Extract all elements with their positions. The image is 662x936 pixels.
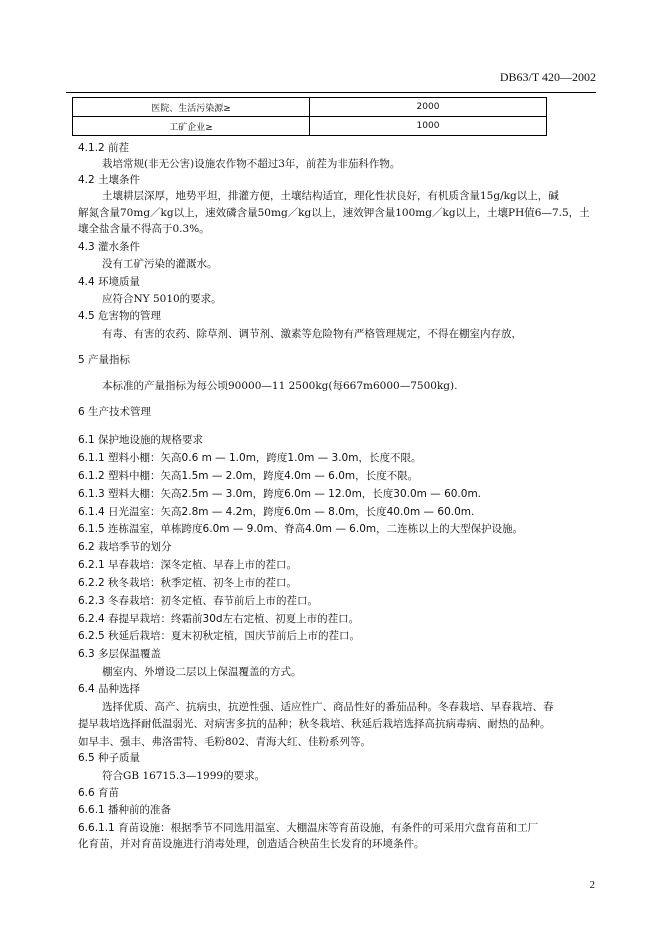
section-heading: 5 产量指标: [78, 354, 131, 366]
paragraph-line: 提早栽培选择耐低温弱光、对病害多抗的品种；秋冬栽培、秋延后栽培选择高抗病毒病、耐热的品种。: [78, 718, 551, 730]
paragraph-line: 土壤耕层深厚，地势平坦，排灌方便，土壤结构适宜，理化性状良好，有机质含量15g/kg以上，碱: [102, 190, 559, 202]
section-heading: 4.1.2 前茬: [78, 142, 130, 154]
section-heading: 6.6 育苗: [78, 787, 120, 799]
section-heading: 4.5 危害物的管理: [78, 310, 162, 322]
paragraph-line: 栽培常规(非无公害)设施农作物不超过3年，前茬为非茄科作物。: [102, 158, 401, 170]
section-heading: 6.6.1.1 育苗设施：根据季节不同选用温室、大棚温床等育苗设施，有条件的可采用穴盘育苗和工厂: [78, 822, 539, 834]
section-heading: 6.1.2 塑料中棚：矢高1.5m — 2.0m，跨度4.0m — 6.0m，长度不限。: [78, 470, 419, 482]
table-cell-label: 工矿企业≥: [73, 117, 310, 136]
table-cell-value: 2000: [310, 98, 547, 117]
paragraph-line: 符合GB 16715.3—1999的要求。: [102, 770, 266, 782]
page-number: 2: [589, 879, 595, 891]
paragraph-line: 选择优质、高产、抗病虫，抗逆性强、适应性广、商品性好的番茄品种。冬春栽培、早春栽培、春: [102, 701, 554, 713]
paragraph-line: 应符合NY 5010的要求。: [102, 293, 222, 305]
table-cell-label: 医院、生活污染源≥: [73, 98, 310, 117]
header-rule: [66, 92, 596, 93]
section-heading: 6.2.3 冬春栽培：初冬定植、春节前后上市的茬口。: [78, 595, 319, 607]
section-heading: 4.4 环境质量: [78, 276, 141, 288]
section-heading: 6.1.1 塑料小棚：矢高0.6 m — 1.0m，跨度1.0m — 3.0m，长度不限。: [78, 452, 422, 464]
section-heading: 6.2 栽培季节的划分: [78, 541, 172, 553]
table-row: [73, 98, 547, 117]
section-heading: 6.1.5 连栋温室，单栋跨度6.0m — 9.0m、脊高4.0m — 6.0m，二连栋以上的大型保护设施。: [78, 523, 524, 535]
paragraph-line: 本标准的产量指标为每公顷90000—11 2500kg(每667m6000—7500kg).: [102, 380, 458, 392]
section-heading: 6.1 保护地设施的规格要求: [78, 434, 204, 446]
section-heading: 6.1.3 塑料大棚：矢高2.5m — 3.0m，跨度6.0m — 12.0m，长度30.0m — 60.0m.: [78, 488, 482, 500]
document-code: DB63/T 420—2002: [499, 70, 596, 84]
paragraph-line: 如早丰、强丰、弗洛雷特、毛粉802、青海大红、佳粉系列等。: [78, 736, 372, 748]
paragraph-line: 没有工矿污染的灌溉水。: [102, 258, 218, 270]
paragraph-line: 壤全盐含量不得高于0.3%。: [78, 223, 210, 235]
section-heading: 6.1.4 日光温室：矢高2.8m — 4.2m，跨度6.0m — 8.0m，长度40.0m — 60.0m.: [78, 506, 475, 518]
section-heading: 6.5 种子质量: [78, 752, 141, 764]
section-heading: 6.2.4 春提早栽培：终霜前30d左右定植、初夏上市的茬口。: [78, 613, 360, 625]
section-heading: 6.4 品种选择: [78, 683, 141, 695]
section-heading: 6.6.1 播种前的准备: [78, 804, 172, 816]
pollution-distance-table: [72, 97, 547, 136]
section-heading: 4.3 灌水条件: [78, 241, 141, 253]
paragraph-line: 化育苗，并对育苗设施进行消毒处理，创造适合秧苗生长发育的环境条件。: [78, 838, 425, 850]
paragraph-line: 解氮含量70mg／kg以上，速效磷含量50mg／kg以上，速效钾含量100mg／kg以上，土壤PH值6—7.5，土: [78, 207, 590, 219]
section-heading: 6.3 多层保温覆盖: [78, 648, 162, 660]
section-heading: 6.2.5 秋延后栽培：夏末初秋定植，国庆节前后上市的茬口。: [78, 630, 361, 642]
table-row: [73, 117, 547, 136]
paragraph-line: 棚室内、外增设二层以上保温覆盖的方式。: [102, 666, 302, 678]
paragraph-line: 有毒、有害的农药、除草剂、调节剂、激素等危险物有严格管理规定，不得在棚室内存放，: [102, 328, 522, 340]
section-heading: 6.2.2 秋冬栽培：秋季定植、初冬上市的茬口。: [78, 577, 298, 589]
section-heading: 4.2 土壤条件: [78, 174, 141, 186]
section-heading: 6 生产技术管理: [78, 406, 152, 418]
table-cell-value: 1000: [310, 117, 547, 136]
section-heading: 6.2.1 早春栽培：深冬定植、早春上市的茬口。: [78, 559, 298, 571]
